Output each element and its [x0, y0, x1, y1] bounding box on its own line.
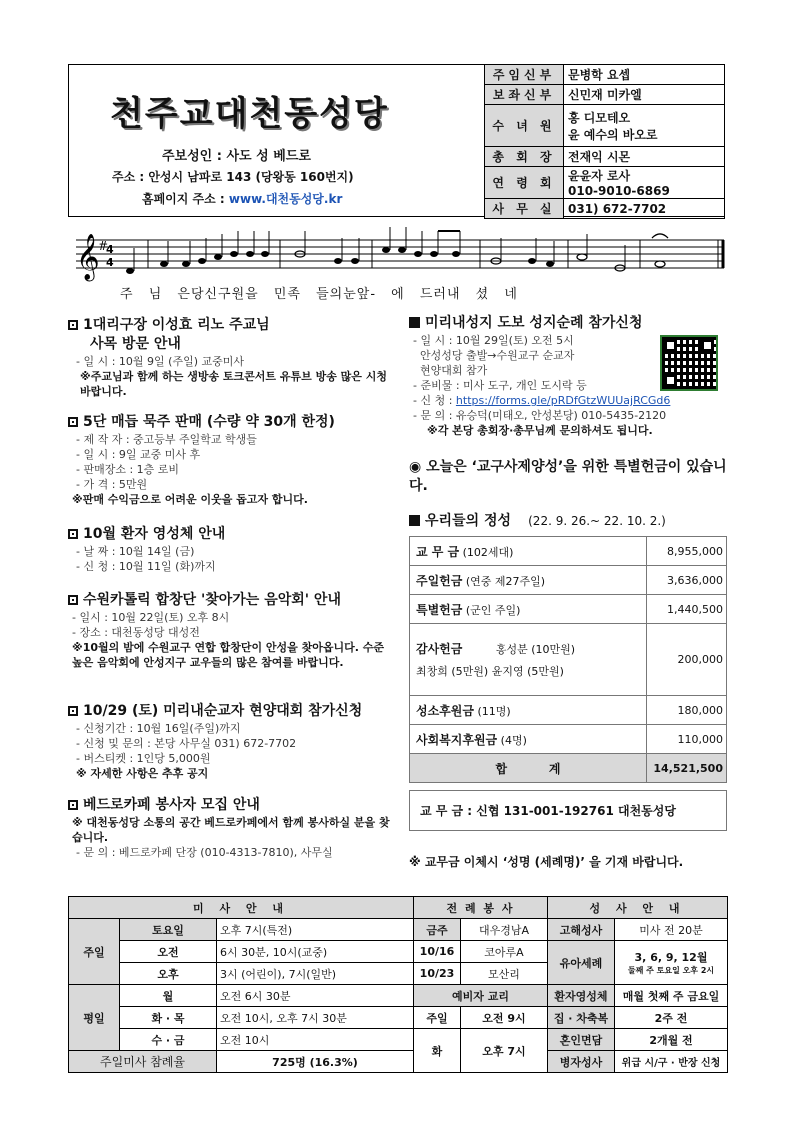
notice-title: 10/29 (토) 미리내순교자 현양대회 참가신청: [83, 703, 363, 719]
schedule-table: [68, 896, 728, 1073]
qr-code-icon[interactable]: [660, 335, 718, 391]
notice-line: 현양대회 참가: [413, 364, 488, 377]
homepage-label: 홈페이지 주소 :: [142, 192, 229, 206]
square-bullet-icon: [68, 706, 78, 716]
notice-line: - 제 작 자 : 중고등부 주일학교 학생들: [76, 433, 257, 446]
sacrament-name: 유아세례: [548, 941, 615, 985]
score-lyrics: 주 님 은당신구원을 민족 들의눈앞- 에 드러내 셨 네: [120, 287, 518, 302]
notice-line: - 일 시 : 10월 9일 (주일) 교중미사: [76, 355, 244, 368]
special-collection-notice: [409, 458, 729, 496]
staff-name: 신민재 미카엘: [564, 85, 725, 105]
offering-label: 교 무 금: [416, 544, 460, 559]
notice-title: 미리내성지 도보 성지순례 참가신청: [425, 315, 643, 331]
mass-time: 6시 30분, 10시(교중): [217, 941, 414, 963]
notice-line: - 준비물 : 미사 도구, 개인 도시락 등: [413, 379, 587, 392]
offering-value: 1,440,500: [647, 595, 727, 624]
filled-square-icon: [409, 515, 420, 526]
apply-label: - 신 청 :: [413, 394, 456, 407]
notice-line: - 일 시 : 10월 29일(토) 오전 5시: [413, 334, 574, 347]
notice-line: - 신청기간 : 10월 16일(주일)까지: [76, 722, 241, 735]
offering-value: 200,000: [647, 624, 727, 696]
mass-day: 화 · 목: [120, 1007, 217, 1029]
offering-detail: (11명): [477, 704, 511, 718]
staff-name: [564, 105, 725, 147]
offering-value: 110,000: [647, 725, 727, 754]
mass-day: 월: [120, 985, 217, 1007]
offering-table: [409, 536, 727, 831]
offering-total-label: 합 계: [410, 754, 647, 783]
treble-clef-icon: 𝄞: [76, 234, 100, 280]
parish-title: 천주교대천동성당: [110, 94, 389, 134]
offering-heading: [409, 510, 729, 531]
notice-cafe-volunteers: [68, 796, 398, 860]
offering-label: 성소후원금: [416, 703, 474, 718]
staff-role: 연 령 회: [485, 167, 564, 199]
square-bullet-icon: [68, 529, 78, 539]
notice-title: 10월 환자 영성체 안내: [83, 526, 226, 542]
serve-group: 모산리: [461, 963, 548, 985]
catechumen-time: 7시: [507, 1044, 526, 1058]
sacrament-info: 둘째 주 토요일 오후 2시: [627, 966, 715, 975]
staff-table: [484, 64, 725, 219]
mass-day: 토요일: [120, 919, 217, 941]
target-bullet-icon: ◉: [409, 459, 422, 475]
serve-week: 10/16: [414, 941, 461, 963]
notice-note: ※ 대천동성당 소통의 공간 베드로카페에서 함께 봉사하실 분을 찾습니다.: [72, 816, 390, 844]
serve-group: 대우경남A: [461, 919, 548, 941]
offering-label: 감사헌금: [416, 642, 463, 656]
offering-label: 주일헌금: [416, 573, 463, 588]
homepage-link[interactable]: www.대천동성당.kr: [228, 192, 343, 206]
offering-period: (22. 9. 26.~ 22. 10. 2.): [528, 514, 666, 528]
notice-line: - 일시 : 10월 22일(토) 오후 8시: [72, 611, 230, 624]
serve-group: 코아루A: [461, 941, 548, 963]
staff-role: 사 무 실: [485, 199, 564, 219]
offering-label: 특별헌금: [416, 602, 463, 617]
homepage: [142, 190, 342, 207]
notice-title: 1대리구장 이성효 리노 주교님: [83, 317, 270, 333]
square-bullet-icon: [68, 417, 78, 427]
sacrament-info: 매월 첫째 주 금요일: [615, 985, 728, 1007]
offering-title: 우리들의 정성: [425, 513, 512, 529]
sacrament-name: 병자성사: [548, 1051, 615, 1073]
patron-saint: 주보성인 : 사도 성 베드로: [162, 149, 311, 164]
staff-role: 주임신부: [485, 65, 564, 85]
mass-time: 오전 10시: [217, 1029, 414, 1051]
sacrament-name: 환자영성체: [548, 985, 615, 1007]
attendance-value: 725명 (16.3%): [217, 1051, 414, 1073]
notice-line: - 신청 및 문의 : 본당 사무실 031) 672-7702: [76, 737, 297, 750]
sister-name: 홍 디모테오: [568, 110, 631, 125]
offering-detail: (군인 주일): [465, 603, 521, 617]
notice-choir-concert: [68, 591, 398, 670]
sacrament-info: 2개월 전: [615, 1029, 728, 1051]
notice-line: - 문 의 : 베드로카페 단장 (010-4313-7810), 사무실: [76, 846, 333, 859]
offering-value: 180,000: [647, 696, 727, 725]
notice-title: 사목 방문 안내: [90, 336, 181, 352]
mass-time: 오전 10시, 오후 7시 30분: [217, 1007, 414, 1029]
notice-line: - 판매장소 : 1층 로비: [76, 463, 180, 476]
tithe-account: 교 무 금 : 신협 131-001-192761 대천동성당: [410, 791, 727, 831]
sunday-label: 주일: [69, 919, 120, 985]
sacrament-info: 2주 전: [615, 1007, 728, 1029]
notice-note: ※ 자세한 사항은 추후 공지: [76, 767, 209, 780]
music-score: [68, 226, 728, 286]
staff-role: 수 녀 원: [485, 105, 564, 147]
offering-detail: (102세대): [462, 545, 514, 559]
svg-text:4: 4: [106, 256, 114, 269]
serve-week: 금주: [414, 919, 461, 941]
staff-role: 총 회 장: [485, 147, 564, 167]
notice-line: 안성성당 출발→수원교구 순교자: [413, 349, 575, 362]
serve-week: 10/23: [414, 963, 461, 985]
funeral-phone: 010-9010-6869: [568, 184, 670, 198]
svg-text:4: 4: [106, 243, 114, 256]
staff-name: 문병학 요셉: [564, 65, 725, 85]
notice-line: - 버스티켓 : 1인당 5,000원: [76, 752, 211, 765]
svg-text:#: #: [98, 239, 109, 253]
notice-line: - 문 의 : 유승덕(미태오, 안성본당) 010-5435-2120: [413, 409, 667, 422]
sister-name: 윤 예수의 바오로: [568, 127, 658, 142]
sacrament-name: 집 · 차축복: [548, 1007, 615, 1029]
catechumen-day: 화: [414, 1029, 461, 1073]
offering-total: 14,521,500: [647, 754, 727, 783]
sacrament-name: 고해성사: [548, 919, 615, 941]
notice-bishop-visit: [68, 316, 398, 399]
sacrament-name: 혼인면담: [548, 1029, 615, 1051]
catechumen-period: 오전: [482, 1011, 504, 1025]
notice-title: 5단 매듭 묵주 판매 (수량 약 30개 한정): [83, 414, 335, 430]
funeral-head: 윤윤자 로사: [568, 169, 631, 183]
notice-line: - 장소 : 대천동성당 대성전: [72, 626, 200, 639]
offering-value: 3,636,000: [647, 566, 727, 595]
offering-detail: 홍성분 (10만원): [495, 643, 576, 656]
notice-title: 베드로카페 봉사자 모집 안내: [83, 797, 260, 813]
notice-line: - 날 짜 : 10월 14일 (금): [76, 545, 195, 558]
serve-header: 전 례 봉 사: [414, 897, 548, 919]
notice-rosary-sale: [68, 413, 398, 507]
tithe-note: ※ 교무금 이체시 ‘성명 (세례명)’ 을 기재 바랍니다.: [409, 855, 684, 869]
staff-name: 전재익 시몬: [564, 147, 725, 167]
sacrament-header: 성 사 안 내: [548, 897, 728, 919]
parish-address: 주소 : 안성시 남파로 143 (당왕동 160번지): [112, 170, 354, 184]
staff-role: 보좌신부: [485, 85, 564, 105]
catechumen-time: 9시: [507, 1011, 526, 1025]
offering-detail: (연중 제27주일): [465, 574, 546, 588]
mass-day: 오후: [120, 963, 217, 985]
mass-time: 오전 6시 30분: [217, 985, 414, 1007]
mass-day: 수 · 금: [120, 1029, 217, 1051]
offering-detail: (4명): [500, 733, 527, 747]
mass-header: 미 사 안 내: [69, 897, 414, 919]
square-bullet-icon: [68, 800, 78, 810]
weekday-label: 평일: [69, 985, 120, 1051]
notice-line: - 가 격 : 5만원: [76, 478, 148, 491]
staff-name: 031) 672-7702: [564, 199, 725, 219]
square-bullet-icon: [68, 320, 78, 330]
mass-day: 오전: [120, 941, 217, 963]
staff-name: [564, 167, 725, 199]
notice-note: ※각 본당 총회장·총무님께 문의하셔도 됩니다.: [427, 424, 653, 437]
catechumen-period: 오후: [482, 1044, 504, 1058]
sacrament-info: 위급 시/구 · 반장 신청: [615, 1051, 728, 1073]
offering-label: 사회복지후원금: [416, 732, 498, 747]
apply-form-link[interactable]: https://forms.gle/pRDfGtzWUUajRCGd6: [455, 394, 671, 407]
notice-title: 수원카톨릭 합창단 '찾아가는 음악회' 안내: [83, 592, 341, 608]
notice-sick-communion: [68, 525, 398, 574]
sacrament-info: 미사 전 20분: [615, 919, 728, 941]
notice-note: ※10월의 밤에 수원교구 연합 합창단이 안성을 찾아옵니다. 수준 높은 음악회에 안성지구 교우들의 많은 참여를 바랍니다.: [72, 641, 385, 669]
mass-time: 오후 7시(특전): [217, 919, 414, 941]
notice-line: - 일 시 : 9일 교중 미사 후: [76, 448, 201, 461]
offering-detail: 최창희 (5만원) 윤지영 (5만원): [416, 665, 564, 678]
notice-note: ※주교님과 함께 하는 생방송 토크콘서트 유튜브 방송 많은 시청 바랍니다.: [80, 370, 387, 398]
filled-square-icon: [409, 317, 420, 328]
square-bullet-icon: [68, 595, 78, 605]
catechumen-day: 주일: [414, 1007, 461, 1029]
notice-note: ※판매 수익금으로 어려운 이웃을 돕고자 합니다.: [72, 493, 308, 506]
mass-time: 3시 (어린이), 7시(일반): [217, 963, 414, 985]
offering-value: 8,955,000: [647, 537, 727, 566]
sacrament-info: 3, 6, 9, 12월: [634, 951, 708, 964]
catechumen-header: 예비자 교리: [414, 985, 548, 1007]
notice-line: - 신 청 : 10월 11일 (화)까지: [76, 560, 216, 573]
notice-martyr-festival: [68, 702, 398, 781]
attendance-label: 주일미사 참례율: [69, 1051, 217, 1073]
special-collection-text: 오늘은 ‘교구사제양성’을 위한 특별헌금이 있습니다.: [409, 459, 727, 494]
